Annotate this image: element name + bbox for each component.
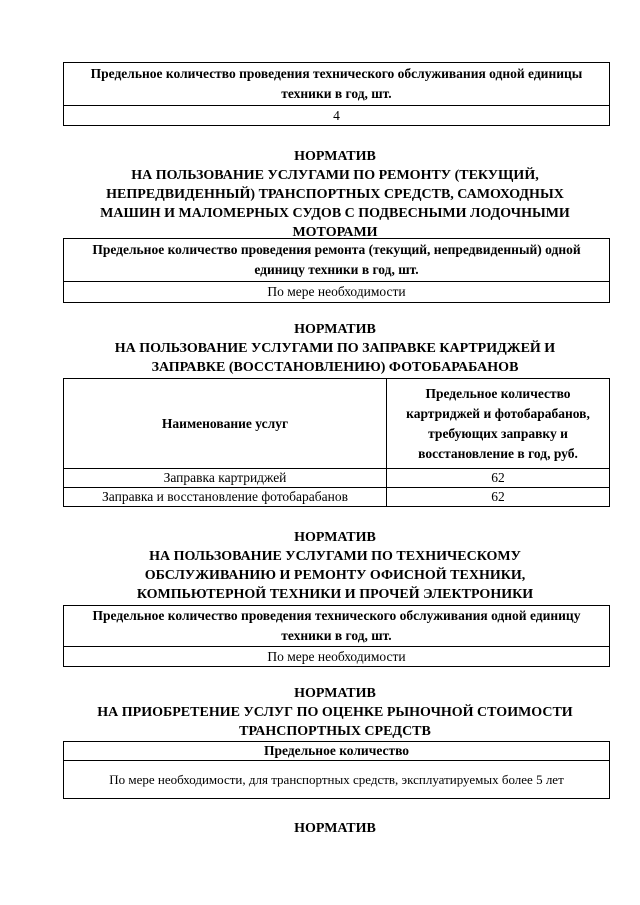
heading-line: НЕПРЕДВИДЕННЫЙ) ТРАНСПОРТНЫХ СРЕДСТВ, САМОХОДНЫХ (106, 187, 564, 202)
section-heading (40, 320, 630, 377)
heading-line: МОТОРАМИ (292, 225, 378, 240)
table-cell: Заправка и восстановление фотобарабанов (64, 488, 387, 507)
table-cartridge-refill (63, 378, 610, 507)
table-maintenance-limit (63, 62, 610, 126)
table-cell: Заправка картриджей (64, 469, 387, 488)
heading-line: ЗАПРАВКЕ (ВОССТАНОВЛЕНИЮ) ФОТОБАРАБАНОВ (151, 360, 519, 375)
heading-line: НОРМАТИВ (294, 149, 376, 164)
heading-line: НА ПОЛЬЗОВАНИЕ УСЛУГАМИ ПО ЗАПРАВКЕ КАРТРИДЖЕЙ И (114, 341, 556, 356)
section-heading (40, 684, 630, 741)
heading-line: НОРМАТИВ (294, 530, 376, 545)
heading-line: НА ПОЛЬЗОВАНИЕ УСЛУГАМИ ПО РЕМОНТУ (ТЕКУЩИЙ, (131, 168, 539, 183)
table-cell: 62 (387, 469, 610, 488)
heading-line: НА ПРИОБРЕТЕНИЕ УСЛУГ ПО ОЦЕНКЕ РЫНОЧНОЙ СТОИМОСТИ (97, 705, 573, 720)
section-heading (40, 528, 630, 604)
table-header: Предельное количество проведения технического обслуживания одной единицу техники в год, шт. (64, 606, 610, 647)
table-header: Предельное количество проведения технического обслуживания одной единицы техники в год, шт. (64, 63, 610, 106)
table-cell: 62 (387, 488, 610, 507)
table-repair-limit (63, 238, 610, 303)
table-cell: 4 (64, 106, 610, 126)
section-heading (40, 819, 630, 838)
heading-line: КОМПЬЮТЕРНОЙ ТЕХНИКИ И ПРОЧЕЙ ЭЛЕКТРОНИКИ (136, 587, 534, 602)
heading-line: НОРМАТИВ (294, 686, 376, 701)
table-cell: По мере необходимости (64, 647, 610, 667)
table-cell: По мере необходимости (64, 282, 610, 303)
heading-line: НА ПОЛЬЗОВАНИЕ УСЛУГАМИ ПО ТЕХНИЧЕСКОМУ (149, 549, 521, 564)
table-header: Предельное количество (64, 742, 610, 761)
heading-line: ОБСЛУЖИВАНИЮ И РЕМОНТУ ОФИСНОЙ ТЕХНИКИ, (144, 568, 526, 583)
heading-line: МАШИН И МАЛОМЕРНЫХ СУДОВ С ПОДВЕСНЫМИ ЛОДОЧНЫМИ (100, 206, 570, 221)
column-header: Предельное количество картриджей и фотобарабанов, требующих заправку и восстановление в год, руб. (387, 379, 610, 469)
table-cell: По мере необходимости, для транспортных средств, эксплуатируемых более 5 лет (64, 761, 610, 799)
table-header: Предельное количество проведения ремонта (текущий, непредвиденный) одной единицу техники в год, шт. (64, 239, 610, 282)
table-office-equipment (63, 605, 610, 667)
table-valuation (63, 741, 610, 799)
column-header: Наименование услуг (64, 379, 387, 469)
heading-line: НОРМАТИВ (294, 322, 376, 337)
section-heading (40, 147, 630, 242)
heading-line: НОРМАТИВ (294, 821, 376, 836)
heading-line: ТРАНСПОРТНЫХ СРЕДСТВ (239, 724, 431, 739)
